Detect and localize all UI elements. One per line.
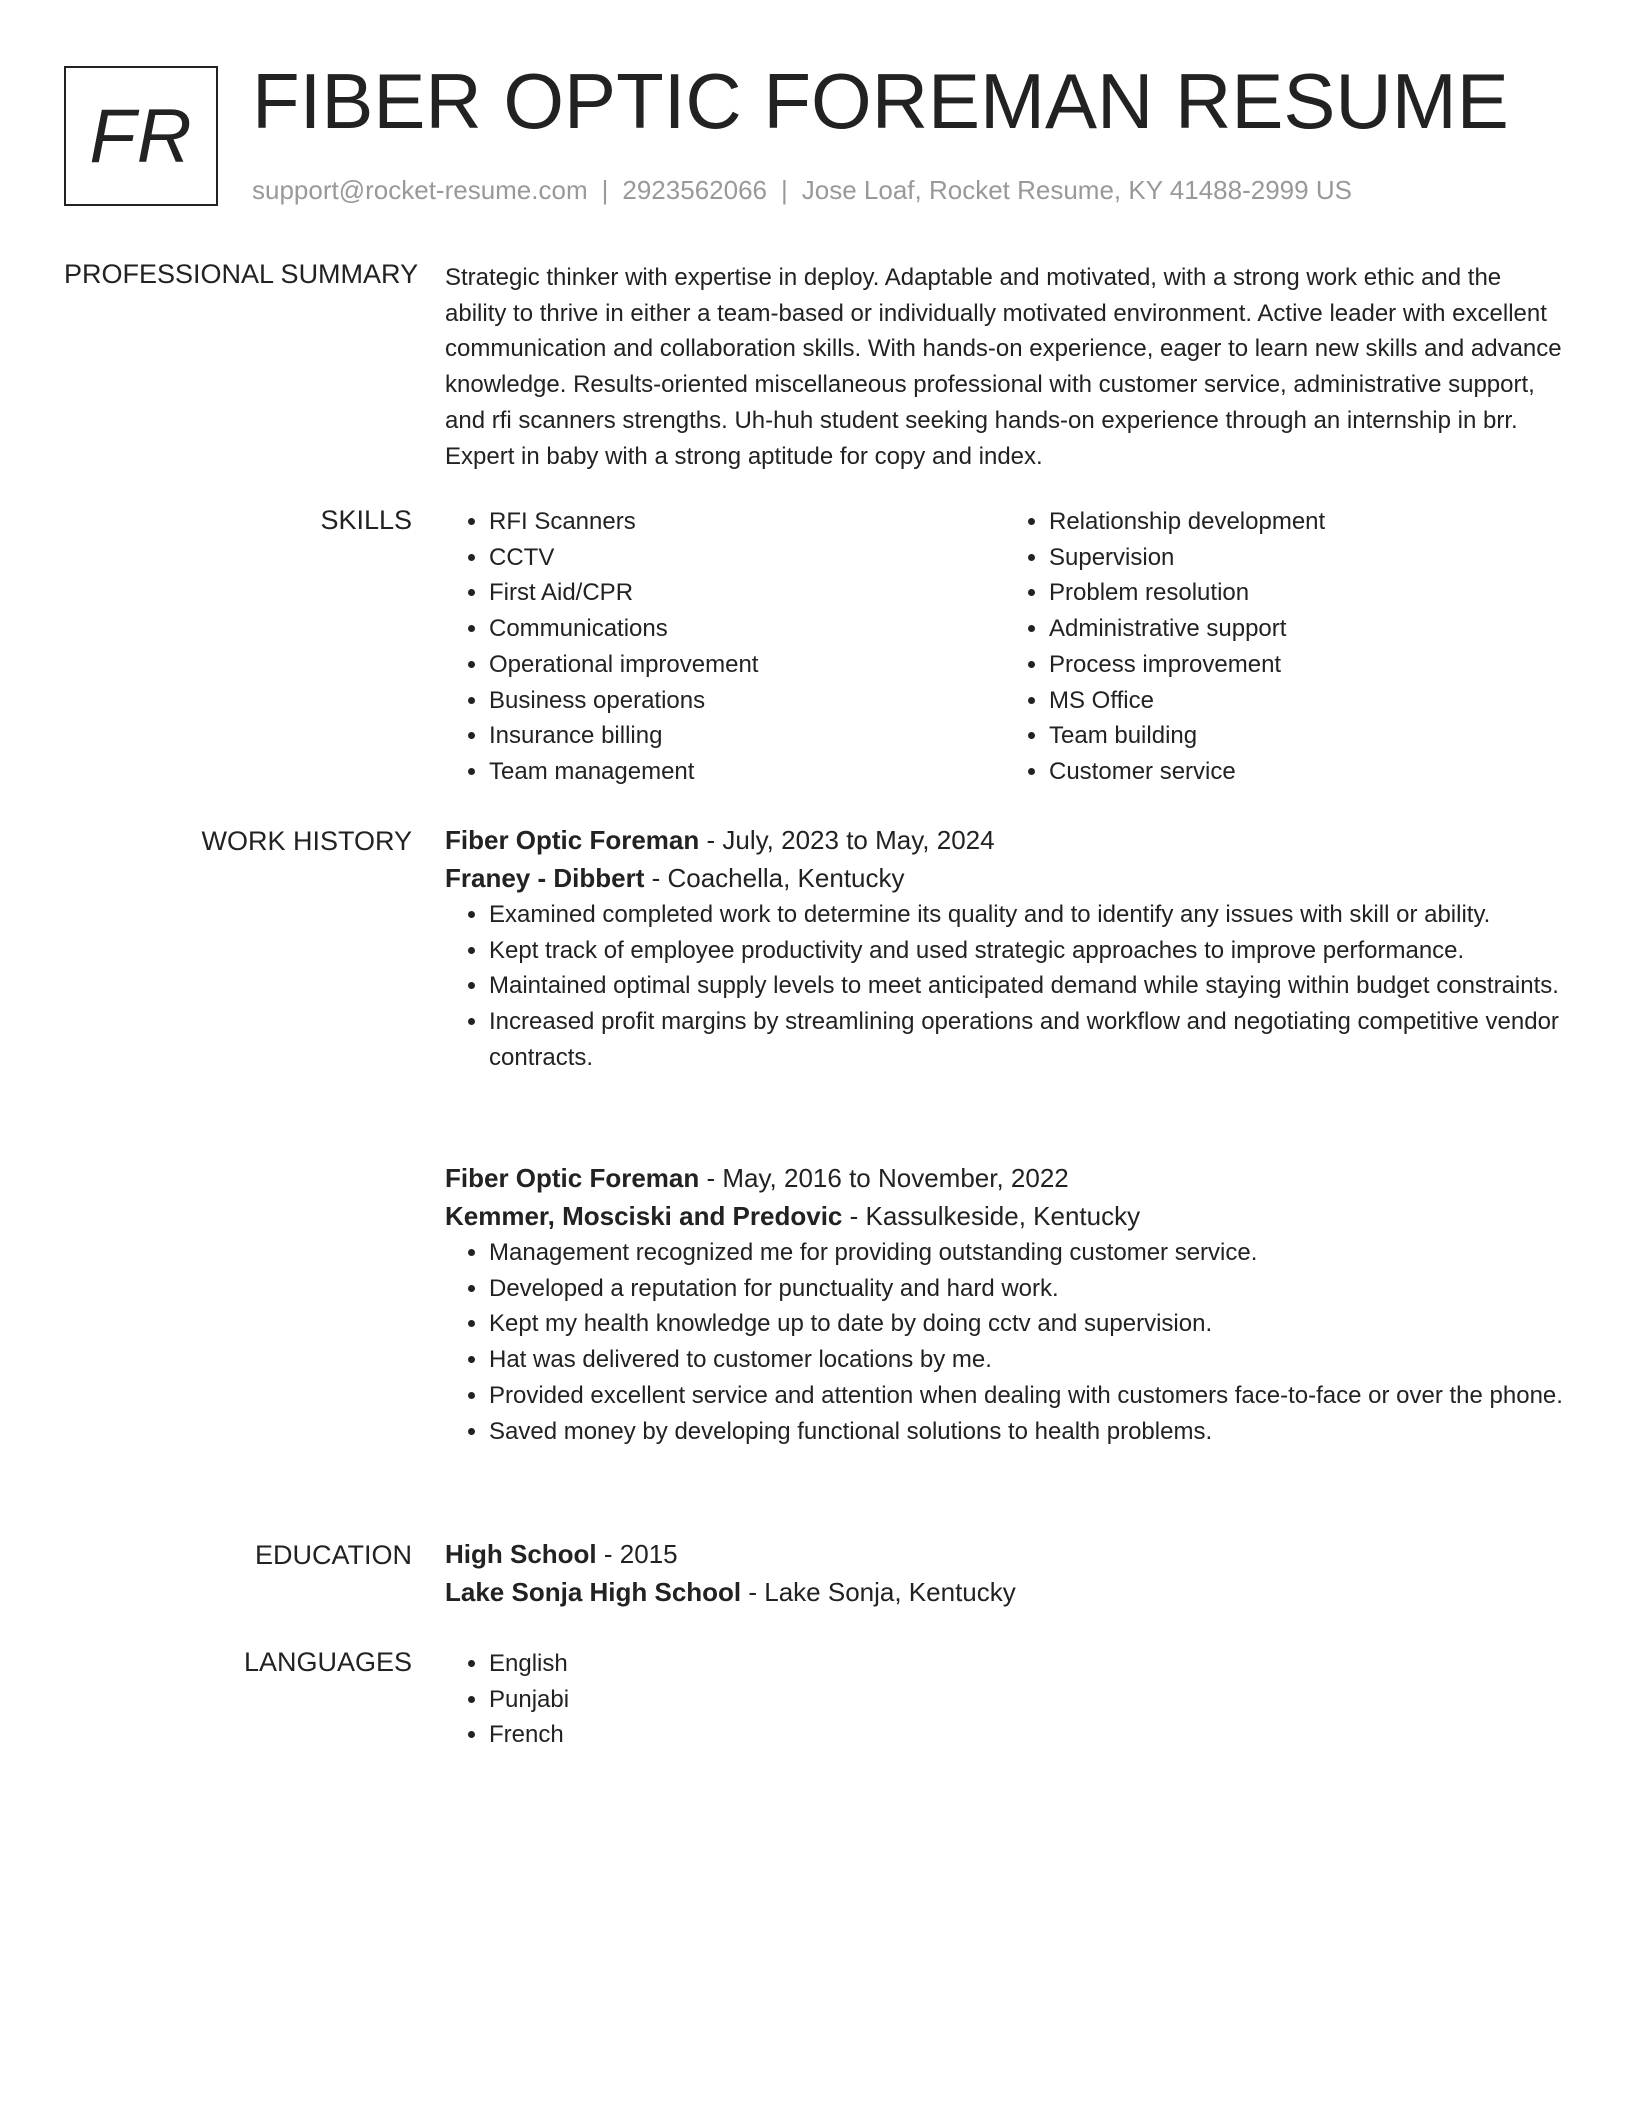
skill-item: • Team management: [489, 754, 1005, 790]
skill-item: • Customer service: [1049, 754, 1565, 790]
skill-item: • Administrative support: [1049, 611, 1565, 647]
skill-item: • Process improvement: [1049, 647, 1565, 683]
job-bullet: • Examined completed work to determine its quality and to identify any issues with skill or ability.: [489, 897, 1565, 933]
job-title-line: [445, 1159, 1565, 1197]
skill-item: • Supervision: [1049, 540, 1565, 576]
contact-address: Jose Loaf, Rocket Resume, KY 41488-2999 US: [801, 175, 1352, 205]
education-degree-line: [445, 1535, 1565, 1573]
job-bullet: • Maintained optimal supply levels to meet anticipated demand while staying within budget constraints.: [489, 968, 1565, 1004]
skill-item: • Communications: [489, 611, 1005, 647]
contact-line: [252, 172, 1352, 208]
skill-item: • Business operations: [489, 683, 1005, 719]
work-history-body: [445, 821, 1565, 1445]
education-school: Lake Sonja High School: [445, 1577, 742, 1607]
resume-title: FIBER OPTIC FOREMAN RESUME: [252, 57, 1509, 145]
skills-list-left: [445, 504, 1005, 790]
job-entry: [445, 1159, 1565, 1449]
skills-list-right: [1005, 504, 1565, 790]
job-location: - Coachella, Kentucky: [644, 863, 905, 893]
job-entry: [445, 821, 1565, 1076]
job-company-line: [445, 859, 1565, 897]
job-bullet: • Provided excellent service and attention when dealing with customers face-to-face or over the phone.: [489, 1378, 1565, 1414]
section-label-languages: LANGUAGES: [243, 1647, 412, 1677]
job-bullet: • Developed a reputation for punctuality and hard work.: [489, 1271, 1565, 1307]
section-label-summary: PROFESSIONAL SUMMARY: [64, 259, 419, 289]
skill-item: • MS Office: [1049, 683, 1565, 719]
skills-body: [445, 504, 1565, 790]
job-bullet: • Kept track of employee productivity and used strategic approaches to improve performance.: [489, 933, 1565, 969]
language-item: • English: [489, 1646, 1565, 1682]
summary-text: Strategic thinker with expertise in deploy. Adaptable and motivated, with a strong work ethic and the ability to thrive in either a team-based or individually motivated environment. Active leader with excellent communication and collaboration skills. With hands-on experience, eager to learn new skills and advance knowledge. Results-oriented miscellaneous professional with customer service, administrative support, and rfi scanners strengths. Uh-huh student seeking hands-on experience through an internship in brr. Expert in baby with a strong aptitude for copy and index.: [445, 264, 1562, 470]
skill-item: • Operational improvement: [489, 647, 1005, 683]
monogram-initials: FR: [89, 93, 193, 179]
contact-separator: |: [601, 175, 609, 205]
skill-item: • Insurance billing: [489, 718, 1005, 754]
job-bullet: • Saved money by developing functional solutions to health problems.: [489, 1414, 1565, 1450]
skill-item: • CCTV: [489, 540, 1005, 576]
job-bullet: • Hat was delivered to customer locations by me.: [489, 1342, 1565, 1378]
skill-item: • Team building: [1049, 718, 1565, 754]
languages-list: [445, 1646, 1565, 1753]
skill-item: • First Aid/CPR: [489, 575, 1005, 611]
skill-item: • Problem resolution: [1049, 575, 1565, 611]
summary-body: [445, 260, 1565, 474]
language-item: • Punjabi: [489, 1682, 1565, 1718]
education-year: - 2015: [596, 1539, 678, 1569]
job-dates: - May, 2016 to November, 2022: [699, 1163, 1069, 1193]
job-company: Franey - Dibbert: [445, 863, 645, 893]
job-title: Fiber Optic Foreman: [445, 1163, 700, 1193]
contact-separator: |: [781, 175, 788, 205]
education-school-line: [445, 1573, 1565, 1611]
section-label-work-history: WORK HISTORY: [201, 826, 412, 856]
job-dates: - July, 2023 to May, 2024: [699, 825, 995, 855]
language-item: • French: [489, 1717, 1565, 1753]
job-title: Fiber Optic Foreman: [445, 825, 700, 855]
education-location: - Lake Sonja, Kentucky: [741, 1577, 1016, 1607]
job-bullets: [445, 1235, 1565, 1449]
job-company-line: [445, 1197, 1565, 1235]
job-bullet: • Management recognized me for providing outstanding customer service.: [489, 1235, 1565, 1271]
job-location: - Kassulkeside, Kentucky: [842, 1201, 1141, 1231]
section-label-education: EDUCATION: [254, 1540, 412, 1570]
job-bullet: • Kept my health knowledge up to date by doing cctv and supervision.: [489, 1306, 1565, 1342]
contact-email[interactable]: support@rocket-resume.com: [252, 175, 588, 205]
skill-item: • RFI Scanners: [489, 504, 1005, 540]
job-bullets: [445, 897, 1565, 1076]
job-company: Kemmer, Mosciski and Predovic: [445, 1201, 843, 1231]
job-title-line: [445, 821, 1565, 859]
skill-item: • Relationship development: [1049, 504, 1565, 540]
contact-phone[interactable]: 2923562066: [622, 175, 767, 205]
monogram-badge: [64, 66, 218, 206]
job-bullet: • Increased profit margins by streamlining operations and workflow and negotiating competitive vendor contracts.: [489, 1004, 1565, 1075]
section-label-skills: SKILLS: [320, 505, 412, 535]
education-body: [445, 1535, 1565, 1611]
education-degree: High School: [445, 1539, 597, 1569]
languages-body: [445, 1646, 1565, 1753]
